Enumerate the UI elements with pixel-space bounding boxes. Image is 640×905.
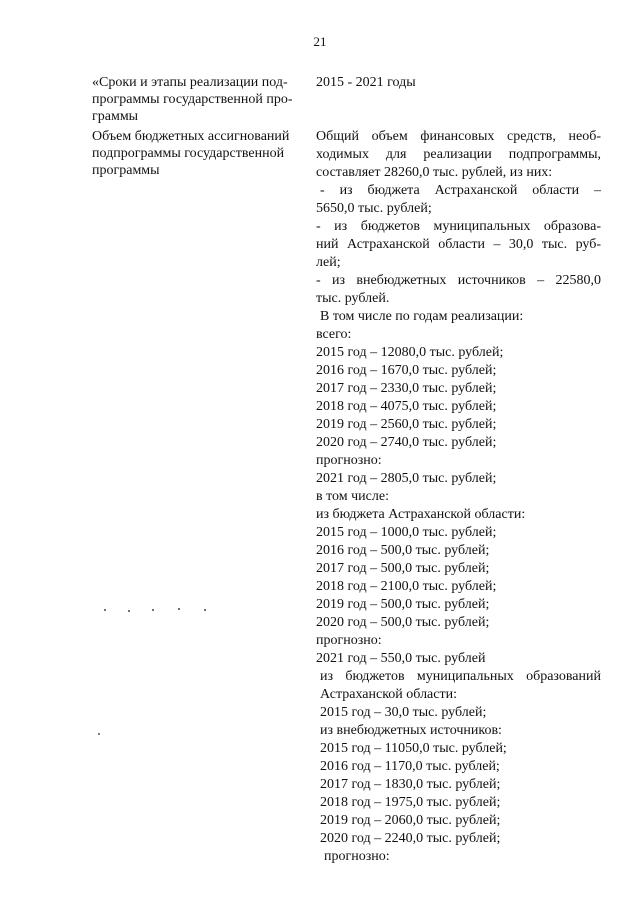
value-line: из внебюджетных источников:	[320, 723, 502, 738]
value-line: 2015 год – 11050,0 тыс. рублей;	[320, 741, 507, 756]
row-label-terms	[92, 74, 314, 125]
label-line: Объем бюджетных ассигнований	[92, 129, 290, 144]
value-line: 2016 год – 1170,0 тыс. рублей;	[320, 759, 500, 774]
value-line: из бюджетов муниципальных образований	[320, 669, 601, 684]
value-line: 2020 год – 2740,0 тыс. рублей;	[316, 435, 497, 450]
value-line: 2018 год – 1975,0 тыс. рублей;	[320, 795, 501, 810]
value-line: составляет 28260,0 тыс. рублей, из них:	[316, 165, 553, 180]
value-line: 2017 год – 500,0 тыс. рублей;	[316, 561, 490, 576]
scan-speck	[128, 610, 130, 612]
value-line: 2015 год – 12080,0 тыс. рублей;	[316, 345, 504, 360]
value-line: прогнозно:	[316, 453, 382, 468]
value-line: всего:	[316, 327, 352, 342]
value-line: 2020 год – 2240,0 тыс. рублей;	[320, 831, 501, 846]
value-line: 2021 год – 2805,0 тыс. рублей;	[316, 471, 497, 486]
value-line: в том числе:	[316, 489, 389, 504]
value-line: 2017 год – 1830,0 тыс. рублей;	[320, 777, 501, 792]
label-line: подпрограммы государственной	[92, 146, 285, 161]
scan-speck	[98, 733, 100, 735]
value-line: - из бюджета Астраханской области –	[320, 183, 601, 198]
scan-speck	[104, 609, 106, 611]
row-value-budget	[316, 128, 601, 866]
value-line: 2021 год – 550,0 тыс. рублей	[316, 651, 486, 666]
value-line: В том числе по годам реализации:	[320, 309, 524, 324]
value-line: 2019 год – 2060,0 тыс. рублей;	[320, 813, 501, 828]
value-line: 5650,0 тыс. рублей;	[316, 201, 432, 216]
value-line: 2016 год – 500,0 тыс. рублей;	[316, 543, 490, 558]
row-label-budget	[92, 128, 314, 179]
label-line: граммы	[92, 109, 139, 124]
row-value-terms	[316, 74, 601, 92]
scan-speck	[178, 608, 180, 610]
value-line: 2015 год – 1000,0 тыс. рублей;	[316, 525, 497, 540]
value-line: 2018 год – 4075,0 тыс. рублей;	[316, 399, 497, 414]
label-line: программы	[92, 163, 160, 178]
page-number: 21	[313, 34, 327, 49]
value-line: - из внебюджетных источников – 22580,0	[316, 273, 601, 288]
label-line: «Сроки и этапы реализации под-	[92, 75, 288, 90]
value-line: 2015 год – 30,0 тыс. рублей;	[320, 705, 487, 720]
scan-specks	[100, 606, 220, 612]
value-line: прогнозно:	[316, 633, 382, 648]
value-line: прогнозно:	[324, 849, 390, 864]
value-line: 2019 год – 2560,0 тыс. рублей;	[316, 417, 497, 432]
label-line: программы государственной про-	[92, 92, 293, 107]
value-line: Общий объем финансовых средств, необ-	[316, 129, 601, 144]
value-text: 2015 - 2021 годы	[316, 75, 416, 90]
value-line: 2016 год – 1670,0 тыс. рублей;	[316, 363, 497, 378]
value-line: ходимых для реализации подпрограммы,	[316, 147, 601, 162]
value-line: Астраханской области:	[320, 687, 457, 702]
value-line: 2017 год – 2330,0 тыс. рублей;	[316, 381, 497, 396]
value-line: 2018 год – 2100,0 тыс. рублей;	[316, 579, 497, 594]
value-line: 2019 год – 500,0 тыс. рублей;	[316, 597, 490, 612]
value-line: - из бюджетов муниципальных образова-	[316, 219, 601, 234]
value-line: ний Астраханской области – 30,0 тыс. руб-	[316, 237, 601, 252]
scan-speck	[204, 609, 206, 611]
scan-speck	[152, 609, 154, 611]
value-line: тыс. рублей.	[316, 291, 390, 306]
value-line: из бюджета Астраханской области:	[316, 507, 526, 522]
value-line: 2020 год – 500,0 тыс. рублей;	[316, 615, 490, 630]
value-line: лей;	[316, 255, 341, 270]
